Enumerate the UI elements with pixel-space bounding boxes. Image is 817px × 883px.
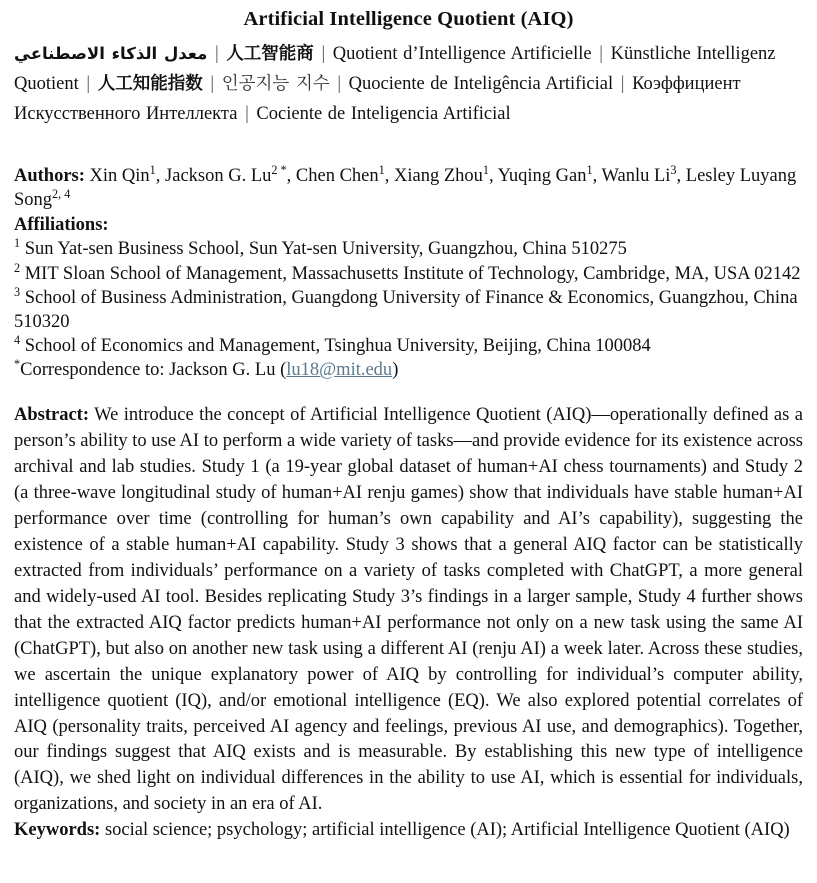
affiliation-item <box>14 237 803 261</box>
abstract-block <box>14 403 803 819</box>
author-item <box>295 162 385 186</box>
affiliation-mark: 3 <box>14 284 21 299</box>
affiliation-mark: 1 <box>14 236 21 251</box>
author-item <box>89 162 156 186</box>
author-item <box>165 162 287 186</box>
author-affiliation-mark: 3 <box>670 162 677 177</box>
affiliation-item <box>14 262 803 286</box>
author-affiliation-mark: 1 <box>149 162 156 177</box>
author-item <box>601 162 677 186</box>
author-name: Jackson G. Lu <box>165 165 272 186</box>
subtitle-separator: | <box>209 43 225 64</box>
keywords-label: Keywords: <box>14 820 101 841</box>
abstract-label: Abstract: <box>14 404 90 425</box>
abstract-text: We introduce the concept of Artificial Intelligence Quotient (AIQ)—operationally defined as a person’s ability to use AI to perform a wide variety of tasks—and provide evidence for its existence across archival and lab studies. Study 1 (a 19-year global dataset of human+AI chess tournaments) and Study 2 (a three-wave longitudinal study of human+AI renju games) show that individuals have stable human+AI performance over time (controlling for human’s own capability and AI’s capability), suggesting the existence of a stable human+AI capability. Study 3 shows that a general AIQ factor can be statistically extracted from individuals’ performance on a variety of tasks completed with ChatGPT, a more general and widely-used AI tool. Besides replicating Study 3’s findings in a larger sample, Study 4 further shows that the extracted AIQ factor predicts human+AI performance not only on a new task using the same AI (ChatGPT), but also on another new task using a different AI (renju AI) a week later. Across these studies, we ascertain the unique explanatory power of AIQ by controlling for individual’s computer ability, intelligence quotient (IQ), and/or emotional intelligence (EQ). We also explored potential correlates of AIQ (personality traits, perceived AI agency and feelings, previous AI use, and demographics). Together, our findings suggest that AIQ exists and is measurable. By establishing this new type of intelligence (AIQ), we shed light on individual differences in the ability to use AI, which is essential for individuals, organizations, and society in an era of AI. <box>14 404 803 815</box>
subtitle-japanese: 人工知能指数 <box>97 73 203 94</box>
authors-list: Xin Qin$^1$, Jackson G. $Lu^{2 *}$, Chen Chen$^1$, Xiang Zhou$^1$, Yuqing Gan$^1$, Wanlu Li$^3$, Lesley Luyang Song$^{2, 4}$ <box>14 162 797 210</box>
subtitle-separator: | <box>204 73 220 94</box>
author-name: Xin Qin <box>89 165 150 186</box>
subtitle-spanish: Cociente de Inteligencia Artificial <box>256 103 511 124</box>
subtitle-separator: | <box>615 73 631 94</box>
affiliation-text: MIT Sloan School of Management, Massachusetts Institute of Technology, Cambridge, MA, USA 02142 <box>24 263 801 284</box>
affiliation-mark: 4 <box>14 333 21 348</box>
subtitle-german: Künstliche Intelligenz Quotient <box>14 43 776 94</box>
spacer <box>14 134 803 164</box>
subtitle-separator: | <box>331 73 347 94</box>
subtitle-portuguese: Quociente de Inteligência Artificial <box>348 73 614 94</box>
author-name: Xiang Zhou <box>394 165 483 186</box>
authors-label: Authors: <box>14 165 85 186</box>
subtitle-separator: | <box>315 43 331 64</box>
correspondence-email-link[interactable]: lu18@mit.edu <box>286 360 393 381</box>
correspondence-line <box>14 358 803 382</box>
author-name: Yuqing Gan <box>497 165 587 186</box>
author-affiliation-mark: 1 <box>378 162 385 177</box>
multilingual-subtitle <box>14 40 803 130</box>
keywords-text: social science; psychology; artificial intelligence (AI); Artificial Intelligence Quotient (AIQ) <box>104 820 790 841</box>
affiliation-text: School of Economics and Management, Tsinghua University, Beijing, China 100084 <box>24 336 651 357</box>
affiliation-text: School of Business Administration, Guangdong University of Finance & Economics, Guangzhou, China 510320 <box>14 287 798 332</box>
subtitle-separator: | <box>80 73 96 94</box>
author-affiliation-mark: 2 * <box>271 162 287 177</box>
subtitle-chinese-simplified: 人工智能商 <box>226 43 314 64</box>
page-title: Artificial Intelligence Quotient (AIQ) <box>243 8 574 30</box>
author-item <box>497 162 593 186</box>
keywords-block <box>14 818 803 844</box>
author-affiliation-mark: 1 <box>586 162 593 177</box>
author-name: Wanlu Li <box>601 165 671 186</box>
subtitle-arabic: معدل الذكاء الاصطناعي <box>14 43 208 63</box>
subtitle-russian: Коэффициент Искусственного Интеллекта <box>14 73 741 124</box>
affiliation-mark: 2 <box>14 260 21 275</box>
author-affiliation-mark: 1 <box>482 162 489 177</box>
correspondence-mark: * <box>14 357 21 372</box>
author-affiliation-mark: 2, 4 <box>52 186 71 201</box>
author-name: Lesley Luyang Song <box>14 165 797 210</box>
affiliation-item <box>14 286 803 334</box>
subtitle-separator: | <box>593 43 609 64</box>
subtitle-korean: 인공지능 지수 <box>221 73 330 94</box>
authors-block <box>14 164 803 212</box>
affiliations-label: Affiliations: <box>14 215 109 236</box>
correspondence-prefix: Correspondence to: Jackson G. Lu ( <box>20 360 287 381</box>
subtitle-french: Quotient d’Intelligence Artificielle <box>332 43 592 64</box>
correspondence-suffix: ) <box>392 360 399 381</box>
affiliation-text: Sun Yat-sen Business School, Sun Yat-sen University, Guangzhou, China 510275 <box>24 239 627 260</box>
author-name: Chen Chen <box>295 165 379 186</box>
affiliations-label-row <box>14 213 803 237</box>
author-item <box>394 162 489 186</box>
subtitle-separator: | <box>239 103 255 124</box>
spacer <box>14 383 803 403</box>
affiliation-item <box>14 334 803 358</box>
